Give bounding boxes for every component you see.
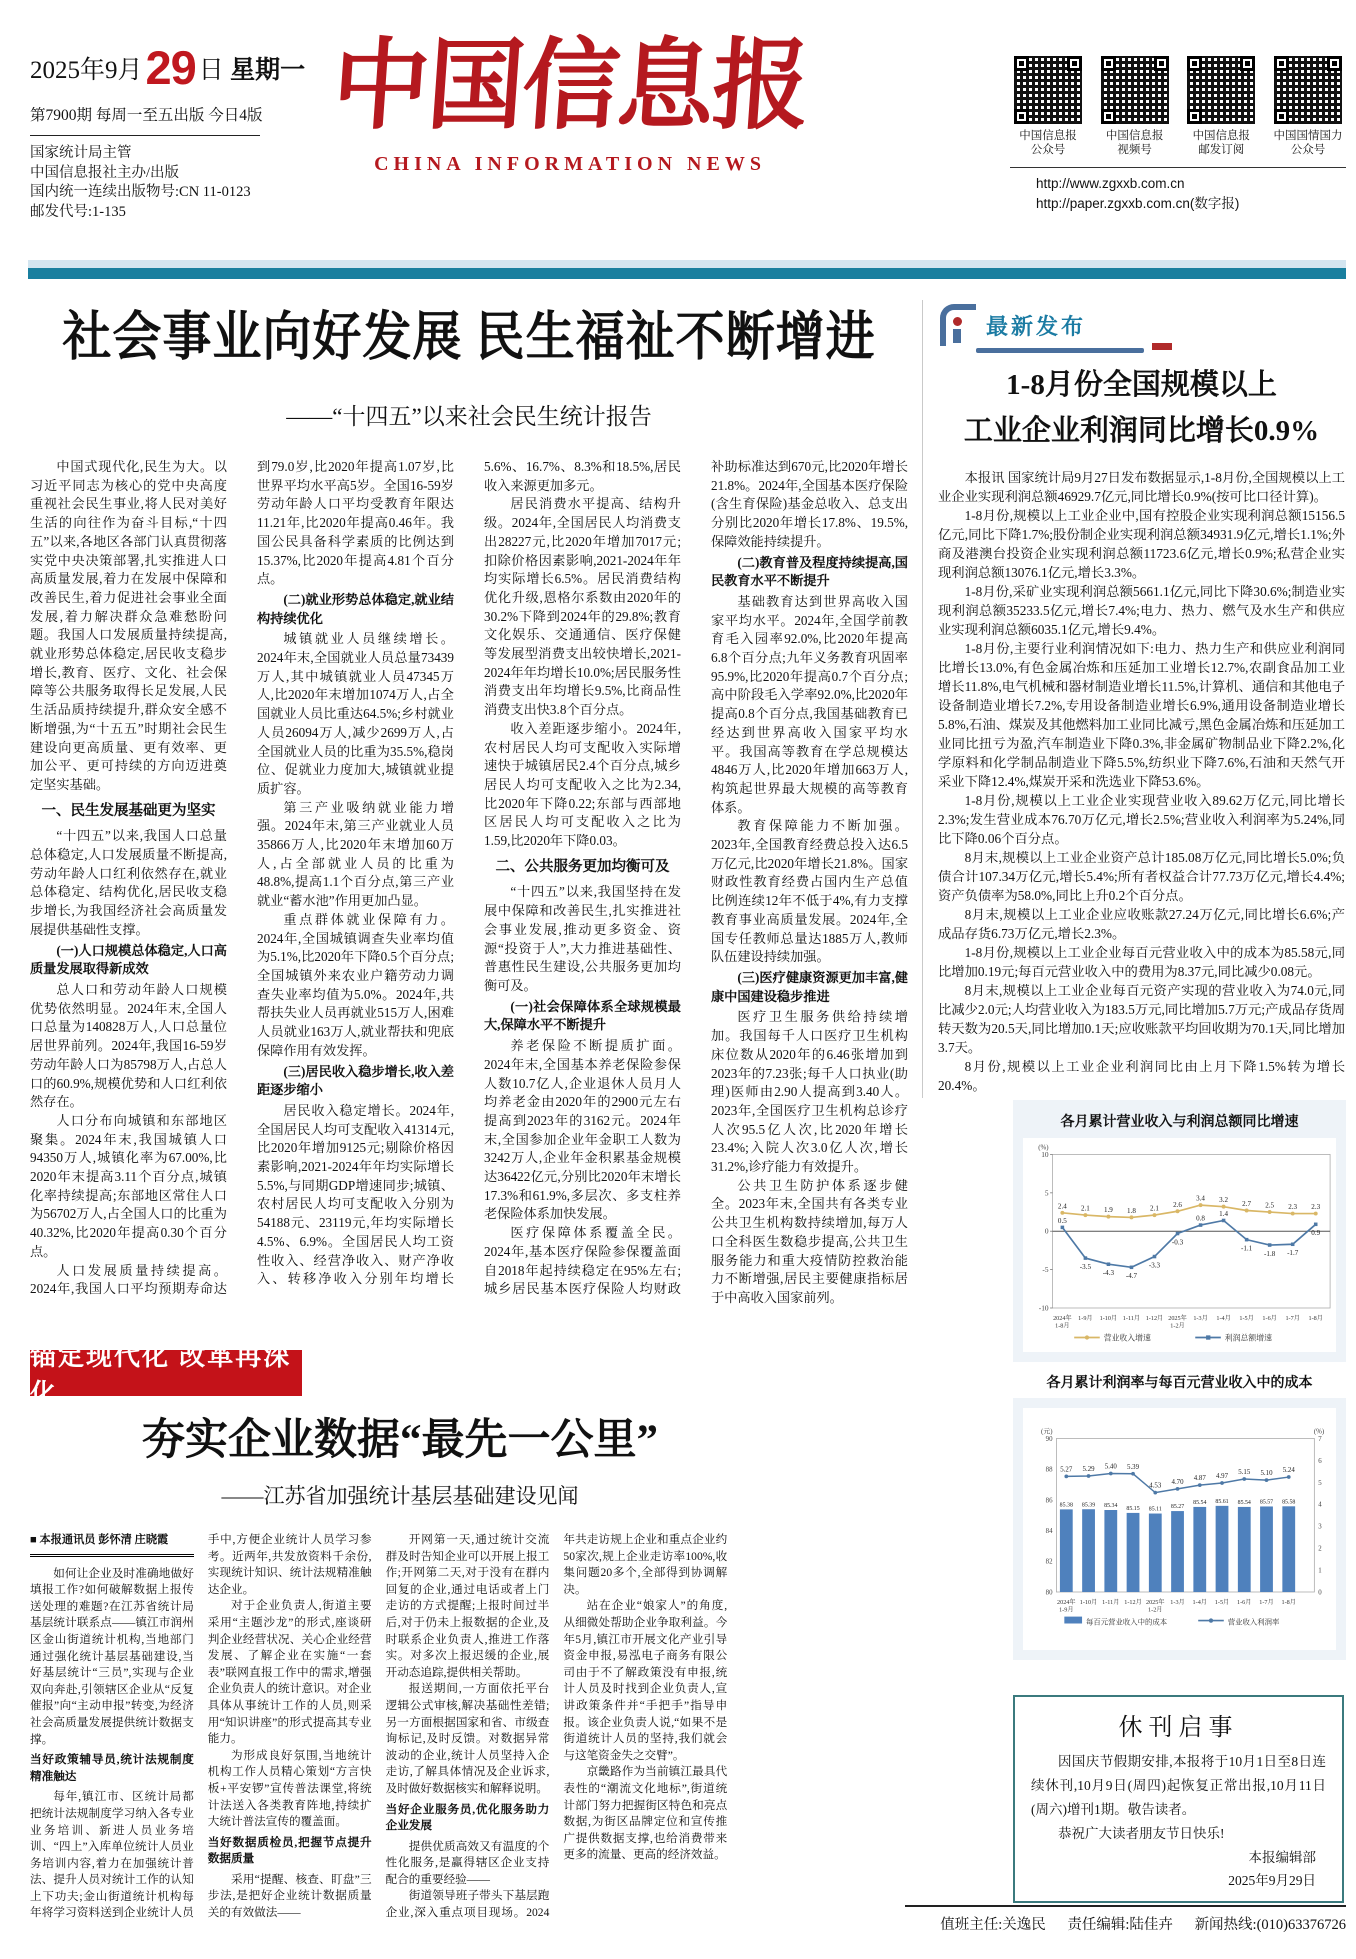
paragraph: 医疗卫生服务供给持续增加。我国每千人口医疗卫生机构床位数从2020年的6.46张增加到2023年的7.23张;每千人口执业(助理)医师由2.90人提高到3.40人。2023年,全国医疗卫生机构总诊疗人次95.5亿人次,比2020年增长23.4%;入院人次3.0亿人次,增长31.2%,诊疗能力有效提升。	[711, 1009, 908, 1175]
website-url: http://www.zgxxb.com.cn	[1036, 176, 1185, 191]
latest-article-body	[938, 468, 1345, 1098]
svg-text:1-8月: 1-8月	[1055, 1322, 1070, 1330]
svg-text:1-3月: 1-3月	[1170, 1598, 1185, 1606]
paragraph: 居民消费水平提高、结构升级。2024年,全国居民人均消费支出28227元,比2020年增加7017元;扣除价格因素影响,2021-2024年年均实际增长6.5%。居民消费结构优化升级,恩格尔系数由2020年的30.2%下降到2024年的29.8%;教育文化娱乐、交通通信、医疗保健等发展型消费支出较快增长,2021-2024年年均增长10.0%;居民服务性消费支出年均增长9.5%,比商品性消费支出快3.8个百分点。	[484, 496, 681, 718]
publisher-info-line: 中国信息报社主办/出版	[30, 164, 180, 181]
svg-text:1-10月: 1-10月	[1099, 1314, 1118, 1322]
qr-code-icon	[1274, 56, 1342, 124]
svg-text:1.4: 1.4	[1219, 1210, 1229, 1219]
svg-text:利润总额增速: 利润总额增速	[1224, 1333, 1272, 1343]
masthead-english: CHINA INFORMATION NEWS	[374, 153, 766, 176]
section-heading: 一、民生发展基础更为坚实	[41, 802, 216, 819]
svg-text:-4.7: -4.7	[1125, 1272, 1138, 1281]
qr-label: 中国信息报 邮发订阅	[1192, 130, 1251, 156]
qr-cell	[1181, 56, 1261, 157]
svg-text:0.9: 0.9	[1311, 1229, 1321, 1238]
svg-text:2.5: 2.5	[1265, 1201, 1275, 1210]
svg-text:(%): (%)	[1038, 1144, 1049, 1152]
notice-paragraph: 因国庆节假期安排,本报将于10月1日至8日连续休刊,10月9日(周四)起恢复正常出报,10月11日(周六)增刊1期。敬告读者。	[1031, 1754, 1326, 1817]
chart-plot	[1023, 1408, 1336, 1650]
svg-text:85.61: 85.61	[1215, 1498, 1229, 1505]
svg-text:1-6月: 1-6月	[1262, 1314, 1277, 1322]
paragraph: 1-8月份,采矿业实现利润总额5661.1亿元,同比下降30.6%;制造业实现利润总额35233.5亿元,增长7.4%;电力、热力、燃气及水生产和供应业实现利润总额6035.1亿元,增长9.4%。	[938, 584, 1345, 637]
svg-text:5.10: 5.10	[1260, 1470, 1273, 1478]
date-year-month: 2025年9月	[30, 57, 143, 84]
svg-text:85.57: 85.57	[1259, 1499, 1274, 1506]
chart-box-revenue-profit	[1013, 1100, 1346, 1362]
paragraph: 医疗保障体系覆盖全民。2024年,基本医疗保险参保覆盖面自2018年起持续稳定在95%左右;城乡居民基本医疗保险人均财政补助标准达到670元,比2020年增长21.8%。2024年,全国基本医疗保险(含生育保险)基金总收入、总支出分别比2020年增长17.8%、19.5%,保障效能持续提升。	[484, 459, 908, 1297]
svg-text:2: 2	[1318, 1545, 1322, 1553]
svg-text:1-4月: 1-4月	[1192, 1598, 1207, 1606]
svg-text:1-3月: 1-3月	[1193, 1314, 1208, 1322]
paragraph: 重点群体就业保障有力。2024年,全国城镇调查失业率均值为5.1%,比2020年下降0.5个百分点;全国城镇外来农业户籍劳动力调查失业率均值为5.0%。2024年,共帮扶失业人员再就业515万人,困难人员就业163万人,就业帮扶和兜底保障作用有效发挥。	[257, 911, 454, 1058]
duty-editor: 值班主任:关逸民	[940, 1917, 1046, 1933]
svg-text:营业收入增速: 营业收入增速	[1103, 1333, 1151, 1343]
column-divider	[922, 300, 923, 1098]
svg-text:1-2月: 1-2月	[1170, 1322, 1185, 1330]
svg-text:85.27: 85.27	[1170, 1504, 1185, 1511]
svg-text:85.15: 85.15	[1126, 1505, 1140, 1512]
qr-label: 中国信息报 视频号	[1105, 130, 1164, 156]
notice-paragraph: 恭祝广大读者朋友节日快乐!	[1058, 1826, 1225, 1841]
feature-article-body	[30, 1532, 905, 1930]
svg-text:-5: -5	[1042, 1265, 1049, 1275]
svg-text:85.11: 85.11	[1148, 1506, 1162, 1513]
section-heading: 当好政策辅导员,统计法规制度精准触达	[30, 1753, 194, 1783]
paragraph: 站在企业“娘家人”的角度,从细微处帮助企业争取利益。今年5月,镇江市开展文化产业引导资金申报,易泓电子商务有限公司由于不了解政策没有申报,统计人员及时找到企业负责人,宣讲政策条件并“手把手”指导申报。该企业负责人说,“如果不是街道统计人员的坚持,我们就会与这笔资金失之交臂”。	[563, 1599, 728, 1762]
section-heading: (一)人口规模总体稳定,人口高质量发展取得新成效	[30, 942, 227, 977]
svg-text:1-2月: 1-2月	[1148, 1606, 1163, 1614]
svg-text:1-7月: 1-7月	[1259, 1598, 1274, 1606]
paragraph: “十四五”以来,我国人口总量总体稳定,人口发展质量不断提高,劳动年龄人口红利依然存在,就业总体稳定、结构优化,居民收支稳步增长,为我国经济社会高质量发展提供基础性支撑。	[30, 828, 227, 937]
badge-underline	[976, 348, 1144, 353]
section-heading: (三)居民收入稳步增长,收入差距逐步缩小	[257, 1063, 454, 1098]
svg-text:1-12月: 1-12月	[1124, 1598, 1142, 1606]
publisher-info-line: 邮发代号:1-135	[30, 203, 126, 220]
svg-text:-0.3: -0.3	[1171, 1238, 1184, 1247]
svg-text:2025年: 2025年	[1168, 1314, 1187, 1322]
divider	[1010, 167, 1346, 168]
svg-text:85.54: 85.54	[1193, 1499, 1207, 1506]
main-headline: 社会事业向好发展 民生福祉不断增进	[62, 307, 876, 367]
svg-text:82: 82	[1045, 1558, 1053, 1566]
paragraph: 公共卫生防护体系逐步健全。2023年末,全国共有各类专业公共卫生机构数持续增加,每万人口全科医生数稳步提高,公共卫生服务能力和重大疫情防控救治能力不断增强,居民主要健康指标居于中高收入国家前列。	[711, 1177, 908, 1305]
section-heading: (一)社会保障体系全球规模最大,保障水平不断提升	[484, 998, 681, 1033]
header-band-teal	[28, 268, 1346, 279]
footer-divider	[905, 1905, 1346, 1907]
paragraph: 基础教育达到世界高收入国家平均水平。2024年,全国学前教育毛入园率92.0%,比2020年提高6.8个百分点;九年义务教育巩固率95.9%,比2020年提高0.7个百分点;高中阶段毛入学率92.0%,比2020年提高0.8个百分点,我国基础教育已经达到世界高收入国家平均水平。我国高等教育在学总规模达4846万人,比2020年增加663万人,构筑起世界最大规模的高等教育体系。	[711, 593, 908, 815]
svg-text:4.70: 4.70	[1171, 1478, 1184, 1486]
divider	[30, 135, 260, 136]
paragraph: 报送期间,一方面依托平台逻辑公式审核,解决基础性差错;另一方面根据国家和省、市级查询标记,及时反馈。对数据异常波动的企业,统计人员坚持入企走访,了解具体情况及企业诉求,及时做好数据核实和解释说明。	[385, 1682, 550, 1795]
masthead-title: 中国信息报	[328, 31, 812, 142]
svg-text:0.8: 0.8	[1196, 1214, 1205, 1223]
paragraph: 教育保障能力不断加强。2023年,全国教育经费总投入达6.5万亿元,比2020年增长21.8%。国家财政性教育经费占国内生产总值比例连续12年不低于4%,有力支撑教育事业高质量发展。2024年,全国专任教师总量达1885万人,教师队伍建设持续加强。	[711, 818, 908, 965]
main-subtitle: ——“十四五”以来社会民生统计报告	[286, 404, 652, 429]
date-suffix: 日	[198, 57, 224, 84]
margin-cost-bar-chart	[1023, 1408, 1336, 1650]
paragraph: 1-8月份,主要行业利润情况如下:电力、热力生产和供应业利润同比增长13.0%,有色金属冶炼和压延加工业增长12.7%,农副食品加工业增长11.8%,电气机械和器材制造业增长11.5%,计算机、通信和其他电子设备制造业增长7.2%,专用设备制造业增长6.9%,通用设备制造业增长5.8%,石油、煤炭及其他燃料加工业同比减亏,黑色金属冶炼和压延加工业同比扭亏为盈,汽车制造业下降0.3%,非金属矿物制品业下降2.2%,化学原料和化学制品制造业下降5.5%,纺织业下降7.6%,石油和天然气开采业下降12.4%,煤炭开采和洗选业下降53.6%。	[938, 641, 1345, 789]
paragraph: 8月末,规模以上工业企业资产总计185.08万亿元,同比增长5.0%;负债合计107.34万亿元,增长5.4%;所有者权益合计77.73万亿元,增长4.4%;资产负债率为58.0%,同比上升0.2个百分点。	[938, 850, 1345, 903]
svg-text:1-12月: 1-12月	[1145, 1314, 1164, 1322]
paragraph: 开网第一天,通过统计交流群及时告知企业可以开展上报工作;开网第二天,对于没有在群内回复的企业,通过电话或者上门走访的方式提醒;上报时间过半后,对于仍未上报数据的企业,及时联系企业负责人,推进工作落实。对多次上报迟缓的企业,展开动态追踪,提供相关帮助。	[385, 1533, 550, 1679]
svg-text:5: 5	[1318, 1479, 1322, 1487]
paragraph: 居民收入稳定增长。2024年,全国居民人均可支配收入41314元,比2020年增加9125元;剔除价格因素影响,2021-2024年年均实际增长5.5%,与同期GDP增速同步;城镇、农村居民人均可支配收入分别为54188元、23119元,年均实际增长4.5%、6.9%。全国居民人均工资性收入、经营净收入、财产净收入、转移净收入分别年均增长5.6%、16.7%、8.3%和18.5%,居民收入来源更加多元。	[257, 459, 681, 1287]
revenue-profit-line-chart	[1023, 1138, 1336, 1352]
svg-text:5.40: 5.40	[1104, 1463, 1117, 1471]
svg-text:5.29: 5.29	[1082, 1466, 1095, 1474]
svg-text:3.4: 3.4	[1196, 1194, 1205, 1203]
suspension-notice	[1013, 1695, 1344, 1903]
svg-text:2024年: 2024年	[1057, 1598, 1076, 1606]
paragraph: 本报讯 国家统计局9月27日发布数据显示,1-8月份,全国规模以上工业企业实现利润总额46929.7亿元,同比增长0.9%(按可比口径计算)。	[938, 470, 1345, 504]
section-heading: 二、公共服务更加均衡可及	[495, 858, 670, 875]
svg-text:5.15: 5.15	[1238, 1469, 1251, 1477]
svg-text:1-8月: 1-8月	[1308, 1314, 1323, 1322]
svg-text:4: 4	[1318, 1501, 1322, 1509]
feature-headline: 夯实企业数据“最先一公里”	[142, 1417, 658, 1464]
date-line	[30, 40, 320, 95]
svg-text:85.38: 85.38	[1059, 1502, 1073, 1509]
ci-logo-icon	[940, 304, 980, 350]
paragraph: 1-8月份,规模以上工业企业实现营业收入89.62万亿元,同比增长2.3%;发生营业成本76.70万亿元,增长2.5%;营业收入利润率为5.24%,同比下降0.06个百分点。	[938, 793, 1345, 846]
masthead	[330, 26, 810, 176]
issue-line: 第7900期 每周一至五出版 今日4版	[30, 107, 263, 124]
svg-text:2025年: 2025年	[1146, 1598, 1165, 1606]
main-article-body	[30, 458, 908, 1310]
svg-text:2.1: 2.1	[1150, 1204, 1159, 1213]
svg-text:85.34: 85.34	[1104, 1503, 1118, 1510]
svg-text:-3.5: -3.5	[1079, 1262, 1092, 1271]
svg-text:84: 84	[1045, 1528, 1053, 1536]
svg-text:1-7月: 1-7月	[1285, 1314, 1300, 1322]
qr-cell	[1095, 56, 1175, 157]
chart-title: 各月累计营业收入与利润总额同比增速	[1060, 1113, 1299, 1129]
qr-cell	[1008, 56, 1088, 157]
paragraph: “十四五”以来,我国坚持在发展中保障和改善民生,扎实推进社会事业发展,推动更多资金、资源“投资于人”,大力推进基础性、普惠性民生建设,公共服务更加均衡可及。	[484, 884, 681, 993]
svg-text:-1.1: -1.1	[1241, 1244, 1253, 1253]
header-band-light	[28, 260, 1346, 268]
paragraph: 人口发展质量持续提高。2024年,我国人口平均预期寿命达到79.0岁,比2020年提高1.07岁,比世界平均水平高5岁。全国16-59岁劳动年龄人口平均受教育年限达11.21年,比2020年提高0.46年。我国公民具备科学素质的比例达到15.37%,比2020年提高4.81个百分点。	[30, 459, 454, 1297]
qr-code-icon	[1187, 56, 1255, 124]
date-day: 29	[145, 41, 196, 94]
svg-text:1-6月: 1-6月	[1237, 1598, 1252, 1606]
paragraph: 1-8月份,规模以上工业企业中,国有控股企业实现利润总额15156.5亿元,同比下降1.7%;股份制企业实现利润总额34931.9亿元,增长1.1%;外商及港澳台投资企业实现利润总额11723.6亿元,增长0.9%;私营企业实现利润总额13076.1亿元,增长3.3%。	[938, 508, 1345, 580]
section-heading: (二)就业形势总体稳定,就业结构持续优化	[257, 591, 454, 626]
latest-release-label: 最新发布	[986, 314, 1087, 339]
date-block	[30, 40, 320, 222]
feature-byline: ■ 本报通讯员 彭怀清 庄晓霞	[30, 1532, 194, 1557]
publisher-info	[30, 144, 320, 222]
paragraph: 街道领导班子带头下基层跑企业,深入重点项目现场。2024年共走访规上企业和重点企业约50家次,规上企业走访率100%,收集问题20多个,全部得到协调解决。	[385, 1533, 728, 1920]
svg-text:5: 5	[1044, 1188, 1049, 1198]
svg-text:2.3: 2.3	[1311, 1203, 1321, 1212]
news-hotline: 新闻热线:(010)63376726	[1194, 1917, 1346, 1933]
svg-text:1-4月: 1-4月	[1216, 1314, 1231, 1322]
section-heading: (三)医疗健康资源更加丰富,健康中国建设稳步推进	[711, 969, 908, 1004]
svg-text:营业收入利润率: 营业收入利润率	[1227, 1617, 1280, 1627]
svg-text:6: 6	[1318, 1457, 1322, 1465]
paragraph: 1-8月份,规模以上工业企业每百元营业收入中的成本为85.58元,同比增加0.19元;每百元营业收入中的费用为8.37元,同比减少0.08元。	[938, 945, 1345, 979]
paragraph: 第三产业吸纳就业能力增强。2024年末,第三产业就业人员35866万人,比2020年末增加60万人,占全部就业人员的比重为48.8%,提高1.1个百分点,第三产业就业“蓄水池”作用更加凸显。	[257, 799, 454, 909]
paragraph: 对于企业负责人,街道主要采用“主题沙龙”的形式,座谈研判企业经营状况、关心企业经营发展、了解企业在实施“一套表”联网直报工作中的需求,增强企业负责人的统计意识。对企业具体从事统计工作的人员,则采用“知识讲座”的形式提高其专业能力。	[207, 1599, 372, 1746]
svg-text:1-10月: 1-10月	[1079, 1598, 1098, 1606]
qr-code-icon	[1014, 56, 1082, 124]
svg-text:2.3: 2.3	[1288, 1203, 1298, 1212]
responsible-editor: 责任编辑:陆佳卉	[1067, 1917, 1173, 1933]
svg-text:-10: -10	[1038, 1303, 1049, 1313]
badge-red-dash	[1152, 343, 1172, 350]
paragraph: 如何让企业及时准确地做好填报工作?如何破解数据上报传送处理的难题?在江苏省统计局基层统计联系点——镇江市润州区金山街道统计机构,当地部门通过强化统计基层基础建设,当好基层统计“三员”,实现与企业双向奔赴,引领辖区企业从“反复催报”向“主动申报”转变,为经济社会高质量发展提供统计数据支撑。	[30, 1566, 194, 1746]
publisher-info-line: 国家统计局主管	[30, 145, 132, 161]
svg-text:85.54: 85.54	[1237, 1499, 1251, 1506]
qr-code-icon	[1101, 56, 1169, 124]
paragraph: 8月末,规模以上工业企业每百元资产实现的营业收入为74.0元,同比减少2.0元;人均营业收入为183.5万元,同比增加5.7万元;产成品存货周转天数为20.5天,同比增加0.1天;应收账款平均回收期为70.1天,同比增加3.7天。	[938, 983, 1345, 1055]
svg-text:85.39: 85.39	[1081, 1502, 1096, 1509]
svg-text:(%): (%)	[1313, 1428, 1325, 1436]
svg-text:1.8: 1.8	[1127, 1206, 1136, 1215]
paragraph: 中国式现代化,民生为大。以习近平同志为核心的党中央高度重视社会民生事业,将人民对美好生活的向往作为奋斗目标,“十四五”以来,各地区各部门认真贯彻落实党中央决策部署,扎实推进人口高质量发展,着力在发展中保障和改善民生,着力促进社会事业全面发展,着力解决群众急难愁盼问题。我国人口发展质量持续提高,就业形势总体稳定,居民收支稳步增长,教育、医疗、文化、社会保障等公共服务取得长足发展,人民生活品质持续提升,群众安全感不断增强,为“十五五”时期社会民生建设向更高质量、更有效率、更加公平、更可持续的方向迈进奠定坚实基础。	[30, 459, 227, 792]
svg-text:-4.3: -4.3	[1102, 1269, 1115, 1278]
svg-text:0: 0	[1318, 1589, 1322, 1597]
section-heading: 当好数据质检员,把握节点提升数据质量	[207, 1835, 372, 1866]
publisher-info-line: 国内统一连续出版物号:CN 11-0123	[30, 184, 251, 200]
svg-text:4.97: 4.97	[1216, 1473, 1229, 1481]
svg-text:2024年: 2024年	[1053, 1314, 1072, 1322]
section-banner: 锚定现代化 改革再深化	[30, 1350, 302, 1396]
svg-text:80: 80	[1045, 1589, 1053, 1597]
section-heading: (二)教育普及程度持续提高,国民教育水平不断提升	[711, 554, 908, 589]
svg-text:2.1: 2.1	[1080, 1204, 1090, 1213]
latest-headline-line2: 工业企业利润同比增长0.9%	[963, 415, 1320, 447]
notice-date: 2025年9月29日	[1228, 1873, 1316, 1888]
latest-headline	[938, 362, 1345, 454]
svg-text:88: 88	[1045, 1466, 1053, 1474]
chart-title: 各月累计利润率与每百元营业收入中的成本	[1046, 1374, 1313, 1390]
svg-text:90: 90	[1045, 1435, 1053, 1443]
paragraph: 人口分布向城镇和东部地区聚集。2024年末,我国城镇人口94350万人,城镇化率为67.00%,比2020年末提高3.11个百分点,城镇化率持续提高;东部地区常住人口为56702万人,占全国人口的比重为40.32%,比2020年提高0.30个百分点。	[30, 1112, 227, 1259]
svg-text:0.5: 0.5	[1057, 1216, 1067, 1225]
latest-headline-line1: 1-8月份全国规模以上	[1006, 369, 1277, 401]
footer-credits	[700, 1913, 1346, 1934]
svg-text:3.2: 3.2	[1219, 1196, 1229, 1205]
svg-text:3: 3	[1318, 1523, 1322, 1531]
svg-text:-1.7: -1.7	[1287, 1249, 1299, 1258]
svg-text:1.9: 1.9	[1104, 1206, 1113, 1215]
svg-text:1-11月: 1-11月	[1102, 1598, 1120, 1606]
paragraph: 养老保险不断提质扩面。2024年末,全国基本养老保险参保人数10.7亿人,企业退休人员月人均养老金由2020年的2900元左右提高到2023年的3162元。2024年末,全国参加企业年金职工人数为3242万人,企业年金积累基金规模达36422亿元,分别比2020年末增长17.3%和61.9%,多层次、多支柱养老保险体系加快发展。	[484, 1038, 681, 1222]
paragraph: 提供优质高效又有温度的个性化服务,是赢得辖区企业支持配合的重要经验——	[385, 1839, 550, 1886]
svg-text:1-5月: 1-5月	[1239, 1314, 1254, 1322]
notice-signature: 本报编辑部	[1248, 1850, 1316, 1865]
svg-text:7: 7	[1318, 1435, 1322, 1443]
svg-text:4.87: 4.87	[1193, 1475, 1206, 1483]
feature-subtitle: ——江苏省加强统计基层基础建设见闻	[221, 1484, 579, 1508]
paragraph: 每年,镇江市、区统计局都把统计法规制度学习纳入各专业业务培训、新进人员业务培训、“四上”入库单位统计人员业务培训内容,着力在加强统计普法、提升人员对统计工作的认知上下功夫;金山街道统计机构每年将学习资料送到企业统计人员手中,方便企业统计人员学习参考。近两年,共发放资料千余份,实现统计知识、统计法规精准触达企业。	[30, 1533, 372, 1920]
paragraph: 总人口和劳动年龄人口规模优势依然明显。2024年末,全国人口总量为140828万人,人口总量位居世界前列。2024年,我国16-59岁劳动年龄人口为85798万人,占总人口的60.9%,规模优势和人口红利依然存在。	[30, 981, 227, 1110]
svg-text:10: 10	[1041, 1149, 1049, 1159]
svg-text:0: 0	[1044, 1226, 1049, 1236]
svg-text:2.7: 2.7	[1242, 1200, 1252, 1209]
qr-cell	[1268, 56, 1348, 157]
notice-title: 休刊启事	[1118, 1715, 1239, 1741]
paragraph: 收入差距逐步缩小。2024年,农村居民人均可支配收入实际增速快于城镇居民2.4个百分点,城乡居民人均可支配收入之比为2.34,比2020年下降0.22;东部与西部地区居民人均可支配收入之比为1.59,比2020年下降0.03。	[484, 720, 681, 849]
qr-label: 中国信息报 公众号	[1019, 130, 1077, 156]
paragraph: 京畿路作为当前镇江最具代表性的“潮流文化地标”,街道统计部门努力把握街区特色和亮点数据,为街区品牌定位和宣传推广提供数据支撑,也给消费带来更多的流量、更高的经济效益。	[563, 1765, 728, 1862]
svg-text:1-9月: 1-9月	[1059, 1606, 1074, 1614]
svg-text:2.6: 2.6	[1173, 1200, 1182, 1209]
qr-row	[1008, 56, 1348, 157]
svg-text:-3.3: -3.3	[1148, 1261, 1161, 1270]
svg-text:85.58: 85.58	[1282, 1499, 1296, 1506]
svg-text:1-9月: 1-9月	[1078, 1314, 1093, 1322]
svg-text:1-11月: 1-11月	[1122, 1314, 1141, 1322]
svg-text:5.39: 5.39	[1127, 1463, 1140, 1471]
paragraph: 为形成良好氛围,当地统计机构工作人员精心策划“方言快板+平安锣”宣传普法课堂,将统计法送入各类教育阵地,持续扩大统计普法宣传的覆盖面。	[207, 1748, 372, 1829]
chart-plot	[1023, 1138, 1336, 1352]
digital-paper-url: http://paper.zgxxb.com.cn(数字报)	[1036, 196, 1240, 211]
svg-text:1: 1	[1318, 1567, 1322, 1575]
paragraph: 采用“提醒、核查、盯盘”三步法,是把好企业统计数据质量关的有效做法——	[207, 1872, 372, 1920]
svg-text:4.53: 4.53	[1149, 1482, 1162, 1490]
svg-text:86: 86	[1045, 1497, 1053, 1505]
paragraph: 8月末,规模以上工业企业应收账款27.24万亿元,同比增长6.6%;产成品存货6.73万亿元,增长2.3%。	[938, 907, 1345, 941]
svg-text:2.4: 2.4	[1057, 1202, 1067, 1211]
svg-text:1-5月: 1-5月	[1214, 1598, 1230, 1606]
weekday: 星期一	[230, 57, 306, 84]
latest-release-badge	[940, 304, 1240, 360]
svg-text:每百元营业收入中的成本: 每百元营业收入中的成本	[1085, 1617, 1168, 1627]
svg-text:1-8月: 1-8月	[1281, 1598, 1296, 1606]
section-heading: 当好企业服务员,优化服务助力企业发展	[385, 1802, 550, 1833]
paragraph: 城镇就业人员继续增长。2024年末,全国就业人员总量73439万人,其中城镇就业人员47345万人,比2020年末增加1074万人,占全国就业人员比重达64.5%;乡村就业人员26094万人,减少2699万人,占全国就业人员的比重为35.5%,稳岗位、促就业力度加大,城镇就业提质扩容。	[257, 631, 454, 796]
svg-text:-1.8: -1.8	[1264, 1249, 1276, 1258]
svg-text:5.24: 5.24	[1282, 1467, 1295, 1475]
chart-box-margin-cost	[1013, 1398, 1346, 1660]
svg-text:(元): (元)	[1041, 1428, 1053, 1436]
svg-text:5.27: 5.27	[1060, 1466, 1073, 1474]
qr-label: 中国国情国力 公众号	[1273, 130, 1343, 156]
paragraph: 8月份,规模以上工业企业利润同比由上月下降1.5%转为增长20.4%。	[938, 1059, 1345, 1093]
qr-area	[1008, 56, 1348, 214]
